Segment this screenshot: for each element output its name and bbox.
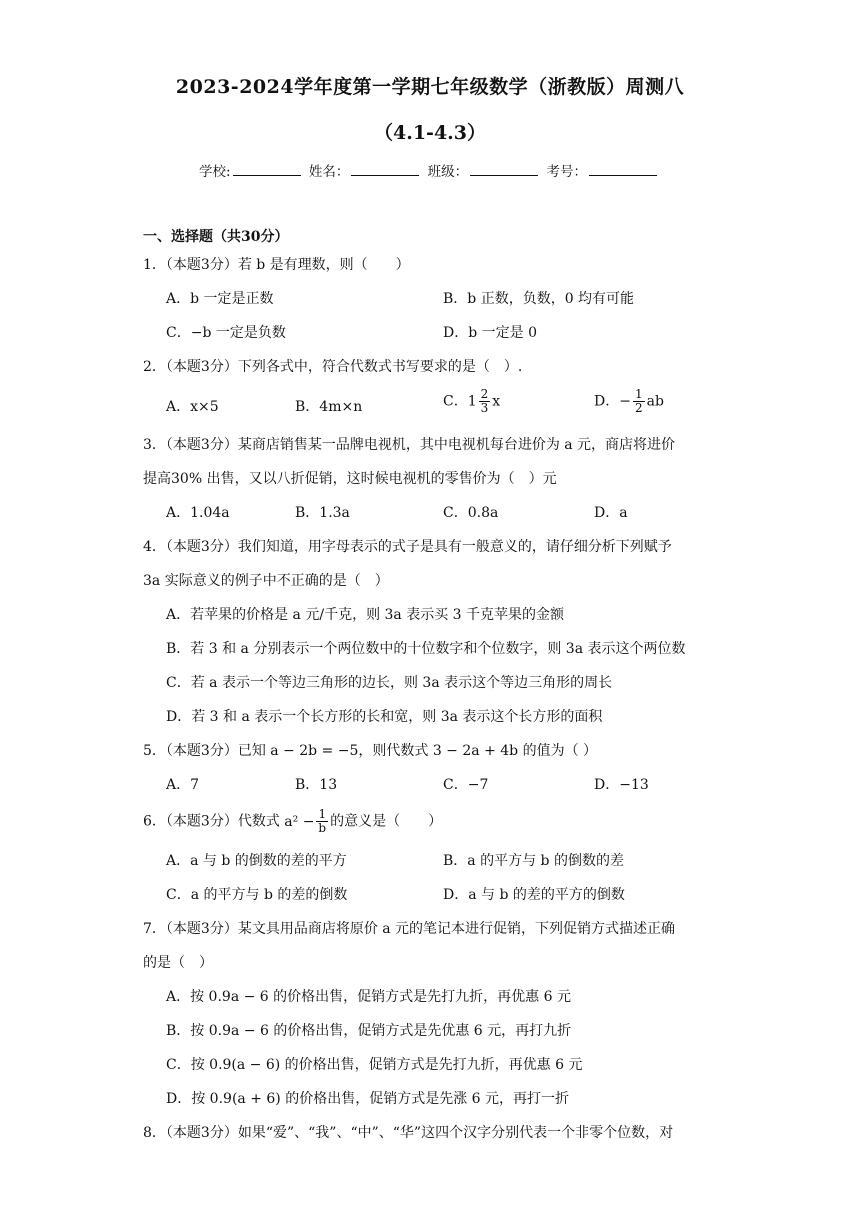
fraction-denominator: 2 (634, 401, 643, 415)
question-2-option-c (443, 388, 500, 415)
question-2-stem: 2．（本题3分）下列各式中，符合代数式书写要求的是（ ）. (143, 359, 523, 375)
class-blank[interactable] (470, 163, 538, 176)
option-c-prefix: C．1 (443, 393, 477, 410)
exam-title-line1: 2023-2024学年度第一学期七年级数学（浙教版）周测八 (175, 76, 685, 98)
question-6-stem-suffix: 的意义是（ ） (330, 813, 443, 830)
fraction-numerator: 2 (480, 387, 489, 401)
question-3-option-d: D．a (594, 505, 628, 521)
question-5-option-c: C．−7 (443, 777, 489, 793)
question-6-option-d: D．a 与 b 的差的平方的倒数 (443, 887, 625, 903)
question-4-option-c: C．若 a 表示一个等边三角形的边长，则 3a 表示这个等边三角形的周长 (166, 675, 613, 691)
exam-number-label: 考号： (546, 164, 587, 180)
question-3-option-a: A．1.04a (166, 505, 230, 521)
student-info-line (0, 160, 860, 180)
exam-title-line2: （4.1-4.3） (374, 122, 486, 144)
fraction-denominator: 3 (480, 401, 489, 415)
question-8-stem: 8．（本题3分）如果“爱”、“我”、“中”、“华”这四个汉字分别代表一个非零个位数，对 (143, 1125, 674, 1141)
question-7-stem-line2: 的是（ ） (143, 955, 213, 971)
question-1-option-a: A．b 一定是正数 (166, 291, 274, 307)
question-7-option-d: D．按 0.9(a + 6) 的价格出售，促销方式是先涨 6 元，再打一折 (166, 1091, 570, 1107)
fraction-numerator: 1 (634, 387, 643, 401)
class-label: 班级： (427, 164, 469, 180)
question-1-option-c: C．−b 一定是负数 (166, 325, 286, 341)
option-d-prefix: D．− (594, 393, 631, 410)
question-5-stem: 5．（本题3分）已知 a − 2b = −5，则代数式 3 − 2a + 4b 的值为（ ） (143, 743, 598, 759)
question-3-option-b: B．1.3a (295, 505, 350, 521)
question-3-option-c: C．0.8a (443, 505, 499, 521)
fraction-denominator: b (318, 821, 327, 835)
question-6-stem (143, 808, 442, 835)
question-3-stem-line1: 3．（本题3分）某商店销售某一品牌电视机，其中电视机每台进价为 a 元，商店将进价 (143, 437, 676, 453)
question-1-stem: 1．（本题3分）若 b 是有理数，则（ ） (143, 257, 410, 273)
question-7-stem-line1: 7．（本题3分）某文具用品商店将原价 a 元的笔记本进行促销，下列促销方式描述正确 (143, 921, 676, 937)
question-1-option-b: B．b 正数，负数，0 均有可能 (443, 291, 635, 307)
question-4-option-b: B．若 3 和 a 分别表示一个两位数中的十位数字和个位数字，则 3a 表示这个两位数 (166, 641, 686, 657)
fraction-two-thirds (479, 388, 491, 415)
question-7-option-a: A．按 0.9a − 6 的价格出售，促销方式是先打九折，再优惠 6 元 (166, 989, 571, 1005)
question-2-option-d (594, 388, 664, 415)
question-6-option-a: A．a 与 b 的倒数的差的平方 (166, 853, 347, 869)
question-4-stem-line1: 4．（本题3分）我们知道，用字母表示的式子是具有一般意义的，请仔细分析下列赋予 (143, 539, 672, 555)
fraction-one-over-b (316, 808, 328, 835)
question-3-stem-line2: 提高30% 出售，又以八折促销，这时候电视机的零售价为（ ）元 (143, 471, 557, 487)
question-4-stem-line2: 3a 实际意义的例子中不正确的是（ ） (143, 573, 389, 589)
question-6-option-b: B．a 的平方与 b 的倒数的差 (443, 853, 624, 869)
question-7-option-b: B．按 0.9a − 6 的价格出售，促销方式是先优惠 6 元，再打九折 (166, 1023, 572, 1039)
question-6-option-c: C．a 的平方与 b 的差的倒数 (166, 887, 348, 903)
question-2-option-a: A．x×5 (166, 399, 219, 415)
school-blank[interactable] (233, 163, 301, 176)
expression-a-squared: a² − (284, 813, 315, 830)
fraction-numerator: 1 (316, 808, 328, 822)
question-4-option-a: A．若苹果的价格是 a 元/千克，则 3a 表示买 3 千克苹果的金额 (166, 607, 565, 623)
question-6-stem-prefix: 6．（本题3分）代数式 (143, 813, 280, 830)
question-2-option-b: B．4m×n (295, 399, 363, 415)
option-c-variable: x (492, 393, 501, 410)
option-d-variable: ab (646, 393, 664, 410)
question-5-option-a: A．7 (166, 777, 200, 793)
exam-number-blank[interactable] (589, 163, 657, 176)
question-7-option-c: C．按 0.9(a − 6) 的价格出售，促销方式是先打九折，再优惠 6 元 (166, 1057, 583, 1073)
section-heading: 一、选择题（共30分） (143, 229, 289, 245)
question-1-option-d: D．b 一定是 0 (443, 325, 537, 341)
question-5-option-d: D．−13 (594, 777, 649, 793)
school-label: 学校: (199, 164, 231, 180)
question-6-expression (284, 807, 330, 835)
name-blank[interactable] (351, 163, 419, 176)
question-5-option-b: B．13 (295, 777, 338, 793)
fraction-one-half (633, 388, 645, 415)
question-4-option-d: D．若 3 和 a 表示一个长方形的长和宽，则 3a 表示这个长方形的面积 (166, 709, 603, 725)
name-label: 姓名： (308, 164, 350, 180)
